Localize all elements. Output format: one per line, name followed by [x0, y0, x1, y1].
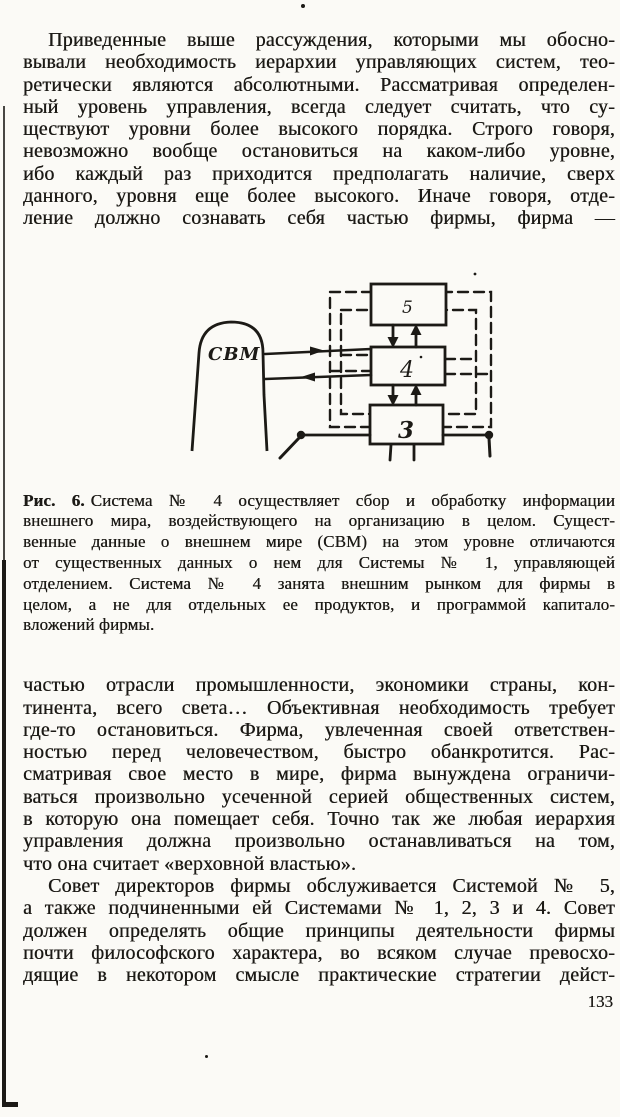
text-line: дящие в некотором смысле практические стратегии дейст- — [23, 964, 615, 987]
text-line: данного, уровня еще более высокого. Иначе говоря, отде- — [23, 185, 615, 208]
arrowhead-left-icon — [301, 372, 315, 381]
text-line: частью отрасли промышленности, экономики страны, кон- — [23, 674, 615, 697]
system4-to-svm-line — [265, 375, 371, 379]
left-gutter-rule-top — [3, 106, 5, 562]
scan-speck — [205, 1055, 208, 1058]
text-line: ретически являются абсолютными. Рассматривая определен- — [23, 73, 615, 96]
text-line: Совет директоров фирмы обслуживается Системой № 5, — [48, 874, 615, 897]
text-line: внешнего мира, воздействующего на организацию в целом. Сущест- — [23, 511, 615, 531]
text-line: ибо каждый раз приходится предполагать наличие, сверх — [23, 162, 615, 185]
caption-lines — [23, 511, 615, 636]
svm-label: СВМ — [208, 343, 261, 365]
svm-external-world-shape — [192, 322, 267, 451]
text-line: вывали необходимость иерархии управляющих систем, тео- — [23, 51, 615, 74]
system-box-3-label: 3 — [398, 416, 415, 444]
text-line: ный уровень управления, всегда следует считать, что су- — [23, 95, 615, 118]
text-line: ление должно сознавать себя частью фирмы, фирма — — [23, 207, 615, 230]
text-line: ществуют уровни более высокого порядка. Строго говоря, — [23, 118, 615, 141]
figure-6-diagram — [23, 230, 615, 467]
terminal-tail — [280, 438, 299, 458]
scan-speck — [474, 272, 477, 275]
text-line: ностью перед человечеством, быстро обанкротится. Рас- — [23, 741, 615, 764]
text-line: отделением. Система № 4 занята внешним рынком для фирмы в — [23, 573, 615, 593]
page-number: 133 — [587, 992, 613, 1012]
text-line: почти философского характера, во всяком случае превосхо- — [23, 941, 615, 964]
scan-speck — [420, 355, 423, 358]
text-line: венные данные о внешнем мире (СВМ) на этом уровне отличаются — [23, 532, 615, 552]
paragraph-1 — [23, 0, 615, 230]
system-4-block-diagram — [183, 267, 503, 467]
text-line: от существенных данных о нем для Системы № 1, управляющей — [23, 553, 615, 573]
left-gutter-rule-bottom — [2, 560, 6, 1106]
caption-first-line-text: Система № 4 осуществляет сбор и обработку информации — [90, 490, 615, 510]
text-line: тинента, всего света… Объективная необходимость требует — [23, 696, 615, 719]
text-line: управления должна произвольно останавливаться на том, — [23, 830, 615, 853]
text-line: что она считает «верховной властью». — [23, 852, 357, 875]
left-gutter-rule-foot — [2, 1102, 18, 1107]
text-line: вложений фирмы. — [23, 615, 155, 635]
downward-stub — [390, 445, 391, 460]
text-line: целом, а не для отдельных ее продуктов, и программой капитало- — [23, 594, 615, 614]
arrowhead-right-icon — [310, 346, 324, 355]
system-box-5-label: 5 — [402, 297, 413, 318]
caption-first-line — [23, 491, 615, 512]
text-line: где-то остановиться. Фирма, увлеченная своей ответствен- — [23, 718, 615, 741]
text-line: невозможно вообще остановиться на каком-либо уровне, — [23, 140, 615, 163]
text-line: ваться произвольно усеченной серией общественных систем, — [23, 785, 615, 808]
text-line: Приведенные выше рассуждения, которыми мы обосно- — [48, 29, 615, 51]
text-line: а также подчиненными ей Системами № 1, 2, 3 и 4. Совет — [23, 897, 615, 920]
scan-speck — [301, 4, 305, 8]
paragraph-3 — [23, 875, 615, 986]
figure-6-caption — [23, 491, 615, 637]
text-line: сматривая свое место в мире, фирма вынуждена ограничи- — [23, 763, 615, 786]
caption-figure-label: Рис. 6. — [23, 490, 85, 510]
text-line: в которую она помещает себя. Точно так же любая иерархия — [23, 808, 615, 831]
paragraph-2 — [23, 674, 615, 875]
terminal-tail — [489, 438, 490, 456]
text-line: должен определять общие принципы деятельности фирмы — [23, 919, 615, 942]
system-box-4-label: 4 — [400, 357, 414, 383]
